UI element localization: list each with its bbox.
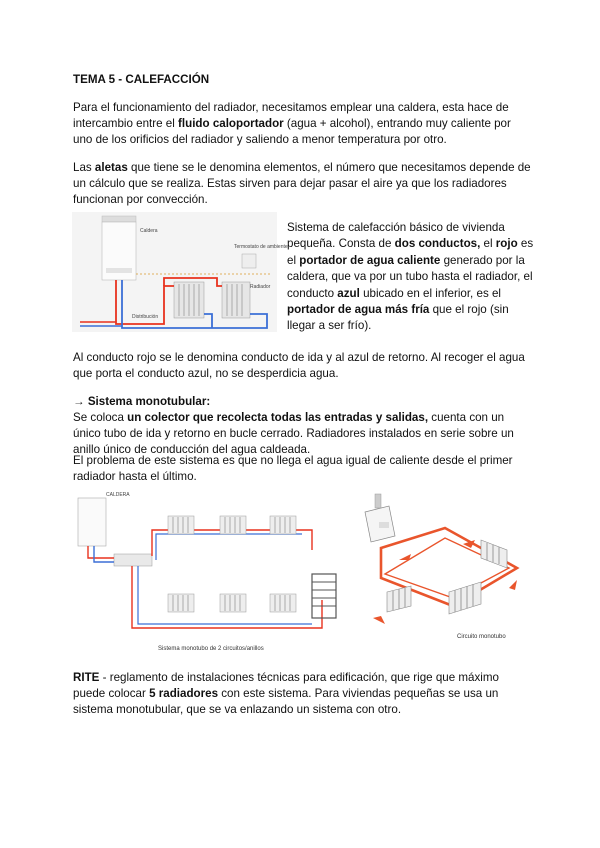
figure-caption: Sistema monotubo de 2 circuitos/anillos [158,646,264,652]
bold-term: portador de agua caliente [299,253,441,267]
radiator-right [481,540,507,568]
radiator-lower-2 [220,594,246,612]
cold-pipe-boiler [94,546,114,562]
bold-term: fluido caloportador [178,117,284,130]
boiler-unit [78,498,106,546]
bold-term: RITE [73,671,100,684]
radiator-upper-2 [220,516,246,534]
upper-ring-return [156,534,302,560]
paragraph-flow-return: Al conducto rojo se le denomina conducto de ida y al azul de retorno. Al recoger el agua que porta el conducto azul, no se desperdicia agua. [73,351,525,380]
flue-pipe [102,216,136,222]
flow-arrow-icon [509,580,517,590]
distribution-label: Distribución [132,314,159,320]
bold-term: un colector que recolecta todas las entradas y salidas, [127,411,429,424]
text: generado por la caldera, que va por un tubo hasta el radiador, el conducto [287,253,533,300]
text: Se coloca [73,411,128,424]
paragraph-problem: El problema de este sistema es que no llega el agua igual de caliente desde el primer radiador hasta el último. [73,454,513,483]
text: Las [73,161,95,174]
radiator-center [449,582,481,614]
bold-term: azul [337,286,360,300]
radiator-2 [222,282,250,318]
radiator-upper-3 [270,516,296,534]
caldera-label: Caldera [140,228,158,234]
paragraph-side-description [287,220,537,335]
section-heading-monotubular: → Sistema monotubular: [73,395,211,408]
figure-caption: Circuito monotubo [457,634,506,640]
thermostat-icon [242,254,256,268]
text: Sistema de calefacción básico de vivienda pequeña. Consta de [287,221,505,251]
boiler-panel [106,268,132,273]
radiator-label: Radiador [250,284,271,290]
figure-basic-heating-system [72,212,288,332]
bold-term: aletas [94,161,128,174]
bold-term: 5 radiadores [149,687,219,700]
text: - reglamento de instalaciones técnicas para edificación, que rige que máximo puede colocar [73,671,499,700]
thermostat-label: Termostato de ambiente [234,244,288,250]
paragraph-fins [73,160,533,208]
bold-term: dos conductos, [394,237,481,251]
text: es el [287,237,534,267]
bold-term: portador de agua más fría [287,303,430,317]
towel-radiator [312,574,336,618]
text: (agua + alcohol), entrando muy caliente por uno de los orificios del radiador y saliendo a menor temperatura por otro. [73,117,511,146]
collector [114,554,152,566]
figure-monotube-two-circuits [72,490,344,655]
paragraph-boiler [73,100,533,148]
text: que tiene se le denomina elementos, el número que necesitamos depende de un cálculo que se realiza. Estas sirven para dejar pasar el aire ya que los radiadores funcionan por convección. [73,161,531,206]
figure-monotube-circuit [345,488,535,648]
text: ubicado en el inferior, es el [359,286,501,300]
radiator-left [387,586,411,612]
text: cuenta con un único tubo de ida y retorno en bucle cerrado. Radiadores instalados en serie sobre un anillo único de conducción del agua caldeada. [73,411,514,456]
bold-term: rojo [495,237,518,251]
text: Para el funcionamiento del radiador, necesitamos emplear una caldera, esta hace de intercambio entre el [73,101,509,130]
flow-arrow-icon [373,616,385,624]
radiator-lower-1 [168,594,194,612]
paragraph-collector [73,410,533,458]
radiator-1 [174,282,204,318]
text: el [480,237,496,251]
flow-arrow-icon [399,554,411,560]
radiator-lower-3 [270,594,296,612]
text: con este sistema. Para viviendas pequeñas se usa un sistema monotubular, que se va enlazando un sistema con otro. [73,687,499,716]
text: que el rojo (sin llegar a ser frío). [287,303,509,333]
radiator-upper-1 [168,516,194,534]
hot-pipe-boiler [88,546,114,558]
paragraph-rite [73,670,533,718]
boiler-unit [365,494,395,542]
page-title: TEMA 5 - CALEFACCIÓN [73,73,210,86]
caldera-label: CALDERA [106,492,130,498]
